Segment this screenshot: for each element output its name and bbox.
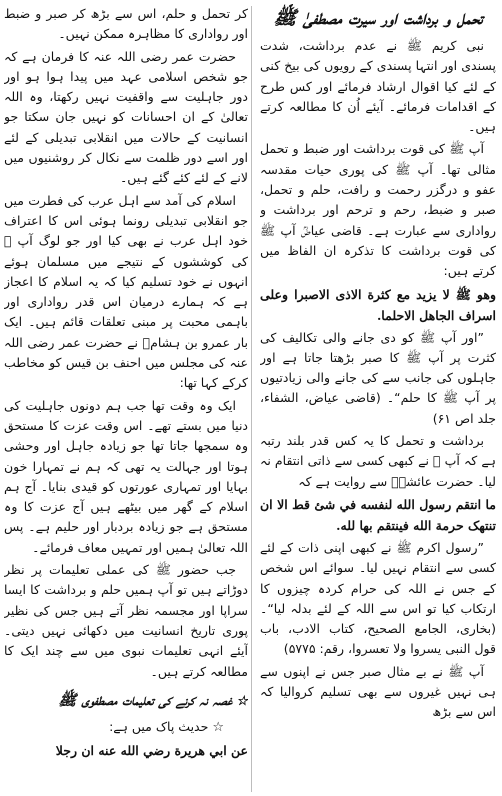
- right-column: [260, 4, 496, 794]
- paragraph: آپ ﷺ کی قوت برداشت اور ضبط و تحمل مثالی تھا۔ آپ ﷺ کی پوری حیات مقدسہ عفو و درگزر رحمت و رافت، حلم و تحمل، صبر و ضبط، رحم و ترحم اور برداشت و رواداری سے عبارت ہے۔ قاضی عیاضؒ آپ ﷺ کی قوت برداشت کا تذکرہ ان الفاظ میں کرتے ہیں:: [260, 141, 496, 279]
- column-divider: [251, 6, 252, 792]
- paragraph: اسلام کی آمد سے اہل عرب کی فطرت میں جو انقلابی تبدیلی رونما ہوئی اس کا اعتراف خود اہل عرب نے بھی کیا اور جو لوگ آپ ﷺ کی کوششوں کے نتیجے میں مسلمان ہوئے انہوں نے خود تسلیم کیا کہ یہ اسلام کا اعجاز ہے کہ ہمارے درمیان اس قدر رواداری اور باہمی محبت پر مبنی تعلقات قائم ہیں۔ ایک بار عمرو بن ہشامؓ نے حضرت عمر رضی اللہ عنہ کی مجلس میں احنف بن قیس کو مخاطب کرکے کہا تھا:: [4, 192, 248, 391]
- paragraph: ”رسول اکرم ﷺ نے کبھی اپنی ذات کے لئے کسی سے انتقام نہیں لیا۔ سوائے اس شخص کے جس نے اللہ کی حرام کردہ چیزوں کا ارتکاب کیا تو اس سے اللہ کے لئے بدلہ لیا“۔ (بخاری، الجامع الصحیح، کتاب الادب، باب قول النبی یسروا ولا تعسروا، رقم: ۵۷۷۵): [260, 539, 496, 657]
- arabic-quote: ما انتقم رسول الله لنفسه في شئ قط الا ان تنتهک حرمة الله فينتقم بها لله.: [260, 496, 496, 533]
- article-title: تحمل و برداشت اور سیرت مصطفیٰ ﷺ: [273, 7, 483, 29]
- paragraph: حضرت عمر رضی اللہ عنہ کا فرمان ہے کہ جو شخص اسلامی عہد میں پیدا ہوا ہو اور دور جاہلیت سے واقفیت نہیں رکھتا، وہ اللہ تعالیٰ کے ان احسانات کو نہیں جان سکتا جو انسانیت کے حالات میں انقلابی تبدیلی کے لئے اور اسے دور ظلمت سے نکال کر روشنیوں میں لانے کے لئے کئے گئے ہیں۔: [4, 48, 248, 186]
- left-column: [4, 4, 248, 794]
- paragraph: آپ ﷺ نے بے مثال صبر جس نے اپنوں سے ہی نہیں غیروں سے بھی تسلیم کروالیا کہ اس سے بڑھ: [260, 663, 496, 720]
- paragraph: جب حضور ﷺ کی عملی تعلیمات پر نظر دوڑاتے ہیں تو آپ ہمیں حلم و برداشت کا ایسا سراپا اور مجسمہ نظر آتے ہیں جس کی نظیر پوری تاریخ انسانیت میں دکھائی نہیں دیتی۔ آیئے انہی تعلیمات نبوی میں سے چند ایک کا مطالعہ کرتے ہیں۔: [4, 562, 248, 679]
- section-heading: [4, 688, 248, 714]
- paragraph: ایک وہ وقت تھا جب ہم دونوں جاہلیت کی دنیا میں بستے تھے۔ اس وقت عزت کا مستحق وہ سمجھا جاتا تھا جو زیادہ جاہل اور وحشی ہوتا اور جہالت یہ تھی کہ ہم نے تمہارا خون بہایا اور تمہاری عورتوں کو قیدی بنایا۔ آج ہم اسلام کے گھر میں بیٹھے ہیں آج عزت کا وہ مستحق ہے جو زیادہ بردبار اور حلیم ہے۔ پس اللہ تعالیٰ ہمیں اور تمہیں معاف فرمائے۔: [4, 397, 248, 555]
- arabic-quote: وهو ﷺ لا يزيد مع كثرة الاذى الاصبرا وعلى اسراف الجاهل الاحلما.: [260, 286, 496, 323]
- star-icon: ☆: [236, 693, 248, 709]
- paragraph: [4, 717, 248, 738]
- paragraph-text: حدیث پاک میں ہے:: [109, 718, 209, 734]
- paragraph: کر تحمل و حلم، اس سے بڑھ کر صبر و ضبط اور رواداری کا مظاہرہ ممکن نہیں۔: [4, 6, 248, 42]
- section-heading-text: غصہ نہ کرنے کی تعلیمات مصطفوی ﷺ: [58, 690, 233, 709]
- paragraph: ”اور آپ ﷺ کو دی جانے والی تکالیف کی کثرت پر آپ ﷺ کا صبر بڑھتا جاتا ہے اور جاہلوں کی جانب سے کی جانے والی زیادتیوں پر آپ ﷺ کا حلم“۔ (قاضی عیاض، الشفاء، جلد اص ۶۱): [260, 329, 496, 426]
- star-icon: ☆: [212, 719, 224, 735]
- paragraph: نبی کریم ﷺ نے عدم برداشت، شدت پسندی اور انتہا پسندی کے رویوں کی بیخ کنی کے لئے کیا اقوال ارشاد فرمائے اور کس طرح کے اقدامات فرمائے۔ آیئے اُن کا مطالعہ کرتے ہیں۔: [260, 38, 496, 135]
- arabic-quote: عن ابي هريرة رضي الله عنه ان رجلا: [55, 743, 248, 759]
- paragraph: برداشت و تحمل کا یہ کس قدر بلند رتبہ ہے کہ آپ ﷺ نے کبھی کسی سے ذاتی انتقام نہ لیا۔ حضرت عائشہؓ سے روایت ہے کہ: [260, 433, 496, 489]
